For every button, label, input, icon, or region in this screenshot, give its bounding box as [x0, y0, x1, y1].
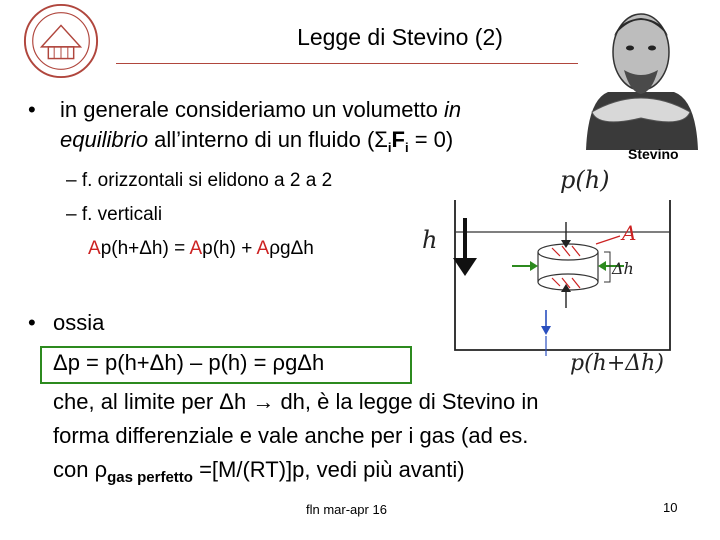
italic-text: in: [444, 97, 462, 122]
bottom-pressure-label: p(h+Δh): [570, 351, 664, 376]
bullet-1-line-1: [60, 97, 461, 123]
page-title: Legge di Stevino (2): [297, 24, 503, 50]
bullet-2-line-2: forma differenziale e vale anche per i gas (ad es.: [53, 423, 529, 448]
bullet-2-lead: ossia: [53, 310, 105, 335]
top-pressure-label: p(h): [560, 166, 610, 194]
text-span: all’interno di un fluido (Σ: [148, 127, 388, 152]
fluid-volume-diagram: [420, 160, 700, 380]
area-symbol: A: [88, 238, 101, 259]
text-span: con ρ: [53, 457, 108, 482]
bullet-marker: •: [28, 97, 36, 122]
depth-label: h: [422, 226, 438, 254]
bold-text: F: [391, 127, 405, 152]
area-symbol: A: [256, 238, 270, 259]
bullet-2-line-1: che, al limite per Δh → dh, è la legge di Stevino in: [53, 389, 539, 414]
subscript: gas perfetto: [107, 469, 193, 486]
text-span: =[M/(RT)]p, vedi più avanti): [192, 457, 465, 482]
text-span: in generale consideriamo un volumetto: [60, 97, 445, 122]
university-seal-icon: [22, 2, 100, 80]
text-span: p(h) +: [202, 238, 257, 259]
portrait-caption: Stevino: [628, 146, 679, 162]
sub-bullet-vertical: – f. verticali: [66, 204, 163, 225]
subscript: i: [404, 140, 409, 155]
bullet-2-line-3: [53, 457, 465, 491]
text-span: = 0): [408, 127, 454, 152]
sub-bullet-horizontal: – f. orizzontali si elidono a 2 a 2: [66, 170, 333, 191]
area-symbol: A: [189, 238, 203, 259]
stevino-equation: Δp = p(h+Δh) – p(h) = ρgΔh: [53, 350, 325, 375]
text-span: p(h+Δh) =: [100, 238, 190, 259]
bullet-marker: •: [28, 310, 36, 335]
stevino-portrait-image: [578, 0, 704, 164]
bullet-1-line-2: [60, 127, 453, 161]
page-number: 10: [663, 500, 678, 515]
delta-h-label: Δh: [612, 259, 634, 278]
text-span: ρgΔh: [269, 238, 314, 259]
force-balance-equation: [88, 236, 314, 262]
subscript: i: [387, 140, 392, 155]
title-divider: [116, 63, 582, 64]
italic-text: equilibrio: [60, 127, 149, 152]
area-label: A: [622, 221, 637, 245]
footer-text: fln mar-apr 16: [306, 502, 387, 517]
